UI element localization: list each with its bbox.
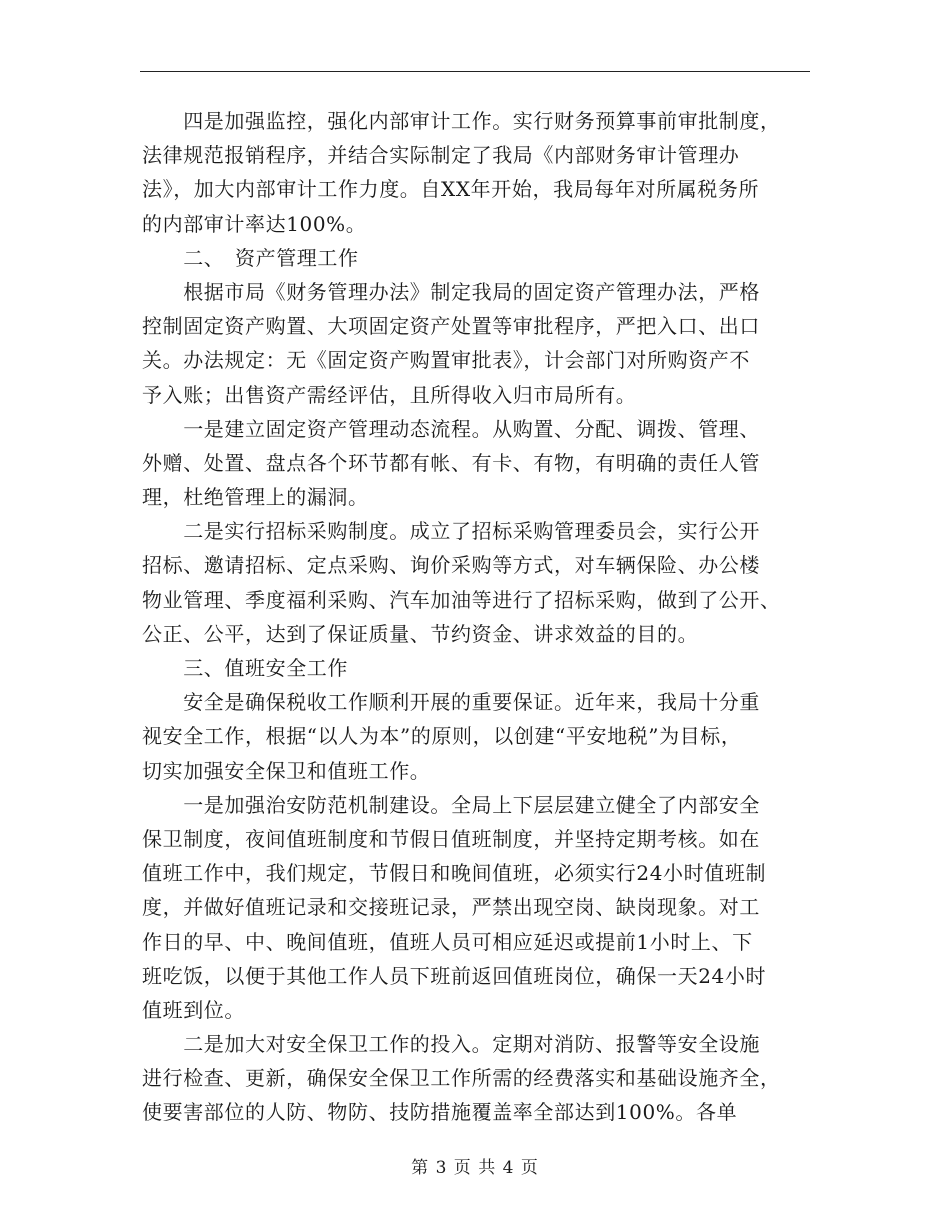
text-line: 法》，加大内部审计工作力度。自XX年开始，我局每年对所属税务所 [142, 177, 760, 202]
text-line: 予入账；出售资产需经评估，且所得收入归市局所有。 [142, 382, 637, 407]
text-line: 理，杜绝管理上的漏洞。 [142, 485, 369, 510]
text-line: 进行检查、更新，确保安全保卫工作所需的经费落实和基础设施齐全， [142, 1066, 781, 1091]
text-line: 值班工作中，我们规定，节假日和晚间值班，必须实行24小时值班制 [142, 861, 767, 886]
text-line: 度，并做好值班记录和交接班记录，严禁出现空岗、缺岗现象。对工 [142, 895, 760, 920]
text-line: 外赠、处置、盘点各个环节都有帐、有卡、有物，有明确的责任人管 [142, 450, 760, 475]
section-heading: 二、 资产管理工作 [142, 245, 359, 270]
header-rule [140, 71, 810, 72]
text-line: 关。办法规定：无《固定资产购置审批表》，计会部门对所购资产不 [142, 348, 750, 373]
text-line: 安全是确保税收工作顺利开展的重要保证。近年来，我局十分重 [142, 690, 760, 715]
text-line: 的内部审计率达100%。 [142, 211, 367, 236]
text-line: 招标、邀请招标、定点采购、询价采购等方式，对车辆保险、办公楼 [142, 553, 760, 578]
text-line: 切实加强安全保卫和值班工作。 [142, 758, 431, 783]
text-line: 保卫制度，夜间值班制度和节假日值班制度，并坚持定期考核。如在 [142, 826, 760, 851]
page-number-footer: 第 3 页 共 4 页 [411, 1158, 539, 1178]
text-line: 二是实行招标采购制度。成立了招标采购管理委员会，实行公开 [142, 519, 760, 544]
text-line: 作日的早、中、晚间值班，值班人员可相应延迟或提前1小时上、下 [142, 929, 753, 954]
text-line: 使要害部位的人防、物防、技防措施覆盖率全部达到100%。各单 [142, 1100, 738, 1125]
text-line: 一是建立固定资产管理动态流程。从购置、分配、调拨、管理、 [142, 416, 760, 441]
text-line: 一是加强治安防范机制建设。全局上下层层建立健全了内部安全 [142, 792, 760, 817]
text-line: 控制固定资产购置、大项固定资产处置等审批程序，严把入口、出口 [142, 314, 760, 339]
text-line: 法律规范报销程序，并结合实际制定了我局《内部财务审计管理办 [142, 143, 740, 168]
text-line: 根据市局《财务管理办法》制定我局的固定资产管理办法，严格 [142, 279, 760, 304]
text-line: 二是加大对安全保卫工作的投入。定期对消防、报警等安全设施 [142, 1032, 760, 1057]
text-line: 视安全工作，根据“以人为本”的原则，以创建“平安地税”为目标， [142, 724, 742, 749]
text-line: 四是加强监控，强化内部审计工作。实行财务预算事前审批制度， [142, 109, 781, 133]
text-line: 班吃饭，以便于其他工作人员下班前返回值班岗位，确保一天24小时 [142, 963, 767, 988]
text-line: 值班到位。 [142, 997, 245, 1022]
text-line: 物业管理、季度福利采购、汽车加油等进行了招标采购，做到了公开、 [142, 587, 781, 612]
section-heading: 三、值班安全工作 [142, 656, 348, 680]
text-line: 公正、公平，达到了保证质量、节约资金、讲求效益的目的。 [142, 621, 699, 646]
document-body [142, 104, 810, 1130]
